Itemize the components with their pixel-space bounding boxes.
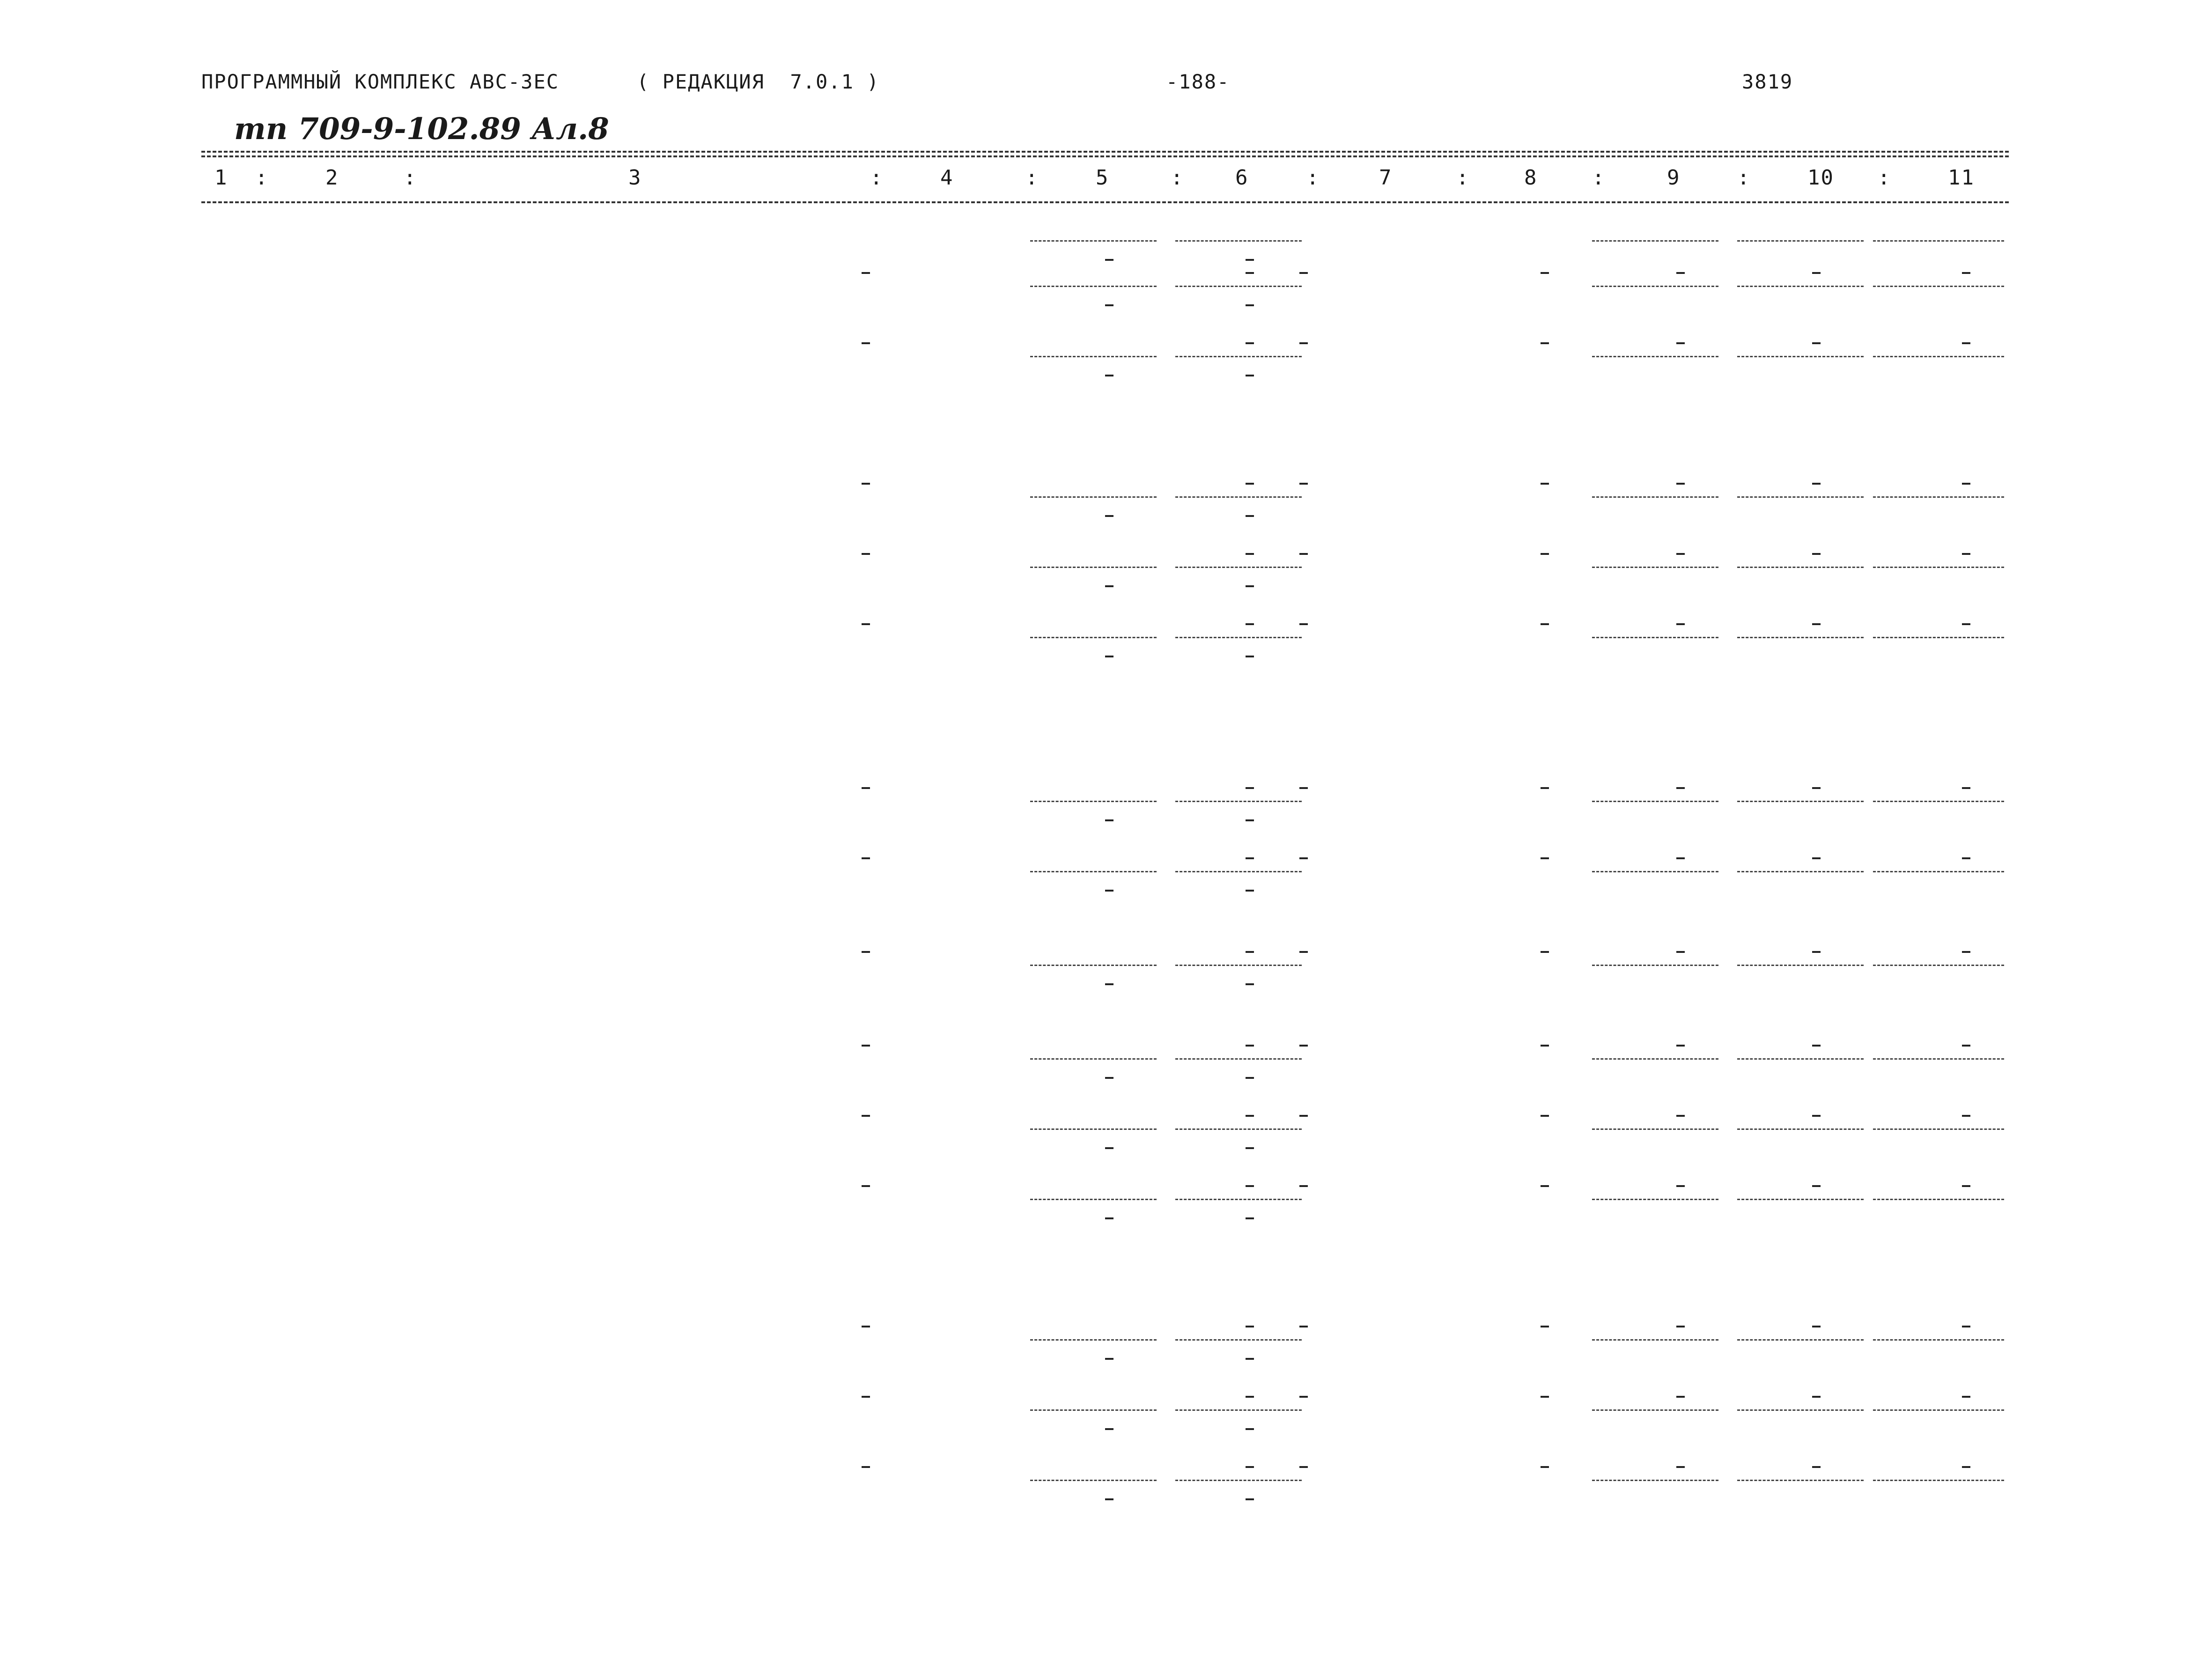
dash-col-9	[1676, 623, 1685, 625]
column-header-6: 6	[1235, 166, 1249, 190]
dash-col-11	[1962, 857, 1970, 859]
underline-rule	[1175, 1409, 1302, 1411]
dash-col-6b	[1299, 342, 1308, 344]
dash-col-6	[1246, 1185, 1254, 1187]
dash-col-8	[1541, 483, 1549, 485]
underline-rule	[1737, 1409, 1864, 1411]
underline-rule	[1030, 1199, 1157, 1200]
dash-col-6b	[1299, 272, 1308, 274]
dash-below-5	[1105, 304, 1113, 306]
dash-col-10	[1812, 857, 1821, 859]
dash-col-6	[1246, 342, 1254, 344]
dash-below-6	[1246, 890, 1254, 892]
dash-below-6	[1246, 1147, 1254, 1149]
dash-below-5	[1105, 819, 1113, 821]
dash-below-6	[1246, 1498, 1254, 1500]
header-rule-bottom	[201, 201, 2009, 203]
column-separator: :	[1878, 166, 1891, 190]
dash-col-10	[1812, 1045, 1821, 1047]
dash-col-10	[1812, 1326, 1821, 1327]
dash-col-6	[1246, 553, 1254, 555]
underline-rule	[1737, 871, 1864, 872]
dash-col-10	[1812, 1115, 1821, 1117]
underline-rule	[1030, 240, 1157, 242]
column-separator: :	[404, 166, 417, 190]
underline-rule	[1873, 286, 2004, 287]
dash-col-3	[862, 787, 870, 789]
underline-rule	[1175, 637, 1302, 638]
column-header-8: 8	[1524, 166, 1538, 190]
dash-col-8	[1541, 272, 1549, 274]
dash-col-9	[1676, 1045, 1685, 1047]
underline-rule	[1030, 801, 1157, 802]
dash-col-8	[1541, 1185, 1549, 1187]
column-header-1: 1	[214, 166, 228, 190]
underline-rule	[1873, 1128, 2004, 1130]
dash-col-8	[1541, 1115, 1549, 1117]
dash-below-5	[1105, 1147, 1113, 1149]
dash-col-6b	[1299, 483, 1308, 485]
dash-col-11	[1962, 1466, 1970, 1468]
column-separator: :	[255, 166, 269, 190]
dash-col-6	[1246, 857, 1254, 859]
dash-col-6b	[1299, 1326, 1308, 1327]
dash-col-6	[1246, 1115, 1254, 1117]
dash-col-11	[1962, 951, 1970, 953]
dash-below-5	[1105, 1217, 1113, 1219]
underline-rule	[1737, 965, 1864, 966]
dash-col-8	[1541, 857, 1549, 859]
underline-rule	[1175, 286, 1302, 287]
underline-rule	[1592, 1128, 1718, 1130]
dash-below-5	[1105, 375, 1113, 376]
dash-col-6b	[1299, 1115, 1308, 1117]
handwritten-project-code: тп 709-9-102.89 Ал.8	[234, 111, 609, 147]
dash-col-8	[1541, 1466, 1549, 1468]
underline-rule	[1175, 496, 1302, 498]
dash-col-10	[1812, 1185, 1821, 1187]
dash-below-6	[1246, 1428, 1254, 1430]
dash-col-8	[1541, 787, 1549, 789]
dash-col-10	[1812, 623, 1821, 625]
underline-rule	[1175, 1480, 1302, 1481]
dash-below-5	[1105, 890, 1113, 892]
underline-rule	[1737, 801, 1864, 802]
dash-col-9	[1676, 1466, 1685, 1468]
underline-rule	[1592, 1058, 1718, 1060]
underline-rule	[1030, 1128, 1157, 1130]
underline-rule	[1592, 1480, 1718, 1481]
underline-rule	[1737, 1128, 1864, 1130]
dash-col-3	[862, 272, 870, 274]
document-number: 3819	[1742, 70, 1793, 93]
column-separator: :	[1456, 166, 1470, 190]
underline-rule	[1737, 1480, 1864, 1481]
dash-col-6b	[1299, 857, 1308, 859]
underline-rule	[1175, 240, 1302, 242]
dash-col-3	[862, 1396, 870, 1398]
dash-col-10	[1812, 787, 1821, 789]
dash-col-6b	[1299, 1045, 1308, 1047]
dash-below-5	[1105, 585, 1113, 587]
underline-rule	[1175, 567, 1302, 568]
dash-col-10	[1812, 272, 1821, 274]
column-header-3: 3	[628, 166, 642, 190]
column-separator: :	[1592, 166, 1606, 190]
dash-below-6	[1246, 585, 1254, 587]
dash-below-6	[1246, 304, 1254, 306]
dash-below-6	[1246, 1217, 1254, 1219]
underline-rule	[1737, 240, 1864, 242]
dash-col-6	[1246, 1045, 1254, 1047]
underline-rule	[1592, 965, 1718, 966]
dash-col-9	[1676, 1185, 1685, 1187]
dash-col-6	[1246, 787, 1254, 789]
dash-col-9	[1676, 951, 1685, 953]
dash-col-11	[1962, 1185, 1970, 1187]
column-separator: :	[1171, 166, 1184, 190]
dash-col-6b	[1299, 623, 1308, 625]
underline-rule	[1592, 286, 1718, 287]
dash-col-6b	[1299, 1185, 1308, 1187]
underline-rule	[1030, 965, 1157, 966]
underline-rule	[1030, 871, 1157, 872]
dash-below-5	[1105, 1498, 1113, 1500]
dash-col-10	[1812, 553, 1821, 555]
dash-col-6	[1246, 272, 1254, 274]
dash-col-8	[1541, 623, 1549, 625]
dash-col-3	[862, 623, 870, 625]
dash-col-11	[1962, 623, 1970, 625]
underline-rule	[1873, 965, 2004, 966]
dash-below-5	[1105, 983, 1113, 985]
dash-col-3	[862, 1115, 870, 1117]
dash-col-9	[1676, 857, 1685, 859]
dash-col-6b	[1299, 1466, 1308, 1468]
underline-rule	[1592, 637, 1718, 638]
dash-col-6	[1246, 1396, 1254, 1398]
underline-rule	[1737, 496, 1864, 498]
underline-rule	[1175, 965, 1302, 966]
dash-below-6	[1246, 515, 1254, 517]
column-header-5: 5	[1096, 166, 1109, 190]
column-separator: :	[870, 166, 884, 190]
dash-col-9	[1676, 342, 1685, 344]
dash-col-6b	[1299, 787, 1308, 789]
underline-rule	[1175, 1058, 1302, 1060]
dash-col-6	[1246, 483, 1254, 485]
underline-rule	[1592, 801, 1718, 802]
underline-rule	[1030, 567, 1157, 568]
dash-col-9	[1676, 787, 1685, 789]
underline-rule	[1030, 1409, 1157, 1411]
dash-below-6	[1246, 375, 1254, 376]
dash-col-6	[1246, 623, 1254, 625]
underline-rule	[1737, 1058, 1864, 1060]
dash-below-6	[1246, 819, 1254, 821]
dash-below-6	[1246, 1077, 1254, 1079]
dash-col-11	[1962, 1326, 1970, 1327]
underline-rule	[1873, 496, 2004, 498]
underline-rule	[1873, 801, 2004, 802]
dash-col-10	[1812, 1396, 1821, 1398]
dash-col-9	[1676, 483, 1685, 485]
dash-col-8	[1541, 1326, 1549, 1327]
column-header-7: 7	[1379, 166, 1393, 190]
underline-rule	[1873, 1339, 2004, 1341]
underline-rule	[1175, 1128, 1302, 1130]
column-header-11: 11	[1948, 166, 1975, 190]
program-title: ПРОГРАММНЫЙ КОМПЛЕКС АВС-3ЕС	[201, 70, 560, 93]
underline-rule	[1030, 1339, 1157, 1341]
dash-below-5	[1105, 259, 1113, 261]
dash-col-11	[1962, 272, 1970, 274]
column-header-2: 2	[325, 166, 339, 190]
dash-col-3	[862, 1185, 870, 1187]
column-header-9: 9	[1667, 166, 1681, 190]
dash-col-8	[1541, 553, 1549, 555]
underline-rule	[1737, 286, 1864, 287]
dash-col-9	[1676, 553, 1685, 555]
page-number: -188-	[1166, 70, 1230, 93]
underline-rule	[1873, 1199, 2004, 1200]
column-separator: :	[1306, 166, 1320, 190]
underline-rule	[1592, 1339, 1718, 1341]
underline-rule	[1737, 1339, 1864, 1341]
dash-col-10	[1812, 342, 1821, 344]
dash-col-3	[862, 857, 870, 859]
dash-col-9	[1676, 1115, 1685, 1117]
dash-col-10	[1812, 951, 1821, 953]
underline-rule	[1592, 567, 1718, 568]
underline-rule	[1030, 356, 1157, 357]
dash-col-6	[1246, 951, 1254, 953]
dash-below-6	[1246, 656, 1254, 657]
underline-rule	[1030, 637, 1157, 638]
dash-col-3	[862, 553, 870, 555]
dash-col-8	[1541, 1396, 1549, 1398]
underline-rule	[1737, 637, 1864, 638]
underline-rule	[1592, 356, 1718, 357]
underline-rule	[1873, 1409, 2004, 1411]
underline-rule	[1175, 1339, 1302, 1341]
underline-rule	[1873, 356, 2004, 357]
dash-below-6	[1246, 983, 1254, 985]
underline-rule	[1873, 1480, 2004, 1481]
underline-rule	[1592, 240, 1718, 242]
column-separator: :	[1737, 166, 1751, 190]
dash-col-11	[1962, 1045, 1970, 1047]
dash-below-5	[1105, 1358, 1113, 1360]
underline-rule	[1737, 567, 1864, 568]
underline-rule	[1873, 240, 2004, 242]
dash-below-5	[1105, 515, 1113, 517]
column-separator: :	[1025, 166, 1039, 190]
dash-col-9	[1676, 1326, 1685, 1327]
underline-rule	[1592, 1409, 1718, 1411]
dash-col-11	[1962, 1115, 1970, 1117]
dash-col-11	[1962, 342, 1970, 344]
dash-col-11	[1962, 553, 1970, 555]
dash-col-9	[1676, 272, 1685, 274]
header-rule-top-2	[201, 155, 2009, 157]
dash-below-5	[1105, 656, 1113, 657]
underline-rule	[1175, 801, 1302, 802]
underline-rule	[1592, 496, 1718, 498]
underline-rule	[1030, 496, 1157, 498]
dash-col-6b	[1299, 1396, 1308, 1398]
dash-below-5	[1105, 1077, 1113, 1079]
underline-rule	[1030, 286, 1157, 287]
dash-col-11	[1962, 787, 1970, 789]
underline-rule	[1873, 871, 2004, 872]
dash-col-6b	[1299, 553, 1308, 555]
dash-col-3	[862, 483, 870, 485]
dash-col-10	[1812, 1466, 1821, 1468]
dash-col-3	[862, 1326, 870, 1327]
dash-col-11	[1962, 1396, 1970, 1398]
underline-rule	[1592, 1199, 1718, 1200]
edition-label: ( РЕДАКЦИЯ 7.0.1 )	[637, 70, 880, 93]
underline-rule	[1873, 567, 2004, 568]
underline-rule	[1873, 637, 2004, 638]
dash-col-6	[1246, 1466, 1254, 1468]
underline-rule	[1175, 1199, 1302, 1200]
dash-below-6	[1246, 1358, 1254, 1360]
underline-rule	[1175, 356, 1302, 357]
underline-rule	[1030, 1058, 1157, 1060]
dash-col-9	[1676, 1396, 1685, 1398]
dash-col-3	[862, 1466, 870, 1468]
column-header-4: 4	[940, 166, 954, 190]
underline-rule	[1030, 1480, 1157, 1481]
dash-col-6b	[1299, 951, 1308, 953]
dash-col-6	[1246, 1326, 1254, 1327]
dash-col-3	[862, 1045, 870, 1047]
dash-below-5	[1105, 1428, 1113, 1430]
header-rule-top	[201, 151, 2009, 153]
underline-rule	[1175, 871, 1302, 872]
underline-rule	[1737, 356, 1864, 357]
dash-col-8	[1541, 951, 1549, 953]
underline-rule	[1592, 871, 1718, 872]
underline-rule	[1873, 1058, 2004, 1060]
dash-below-6	[1246, 259, 1254, 261]
dash-col-3	[862, 951, 870, 953]
dash-col-3	[862, 342, 870, 344]
column-header-10: 10	[1807, 166, 1834, 190]
underline-rule	[1737, 1199, 1864, 1200]
dash-col-8	[1541, 342, 1549, 344]
dash-col-8	[1541, 1045, 1549, 1047]
dash-col-11	[1962, 483, 1970, 485]
dash-col-10	[1812, 483, 1821, 485]
